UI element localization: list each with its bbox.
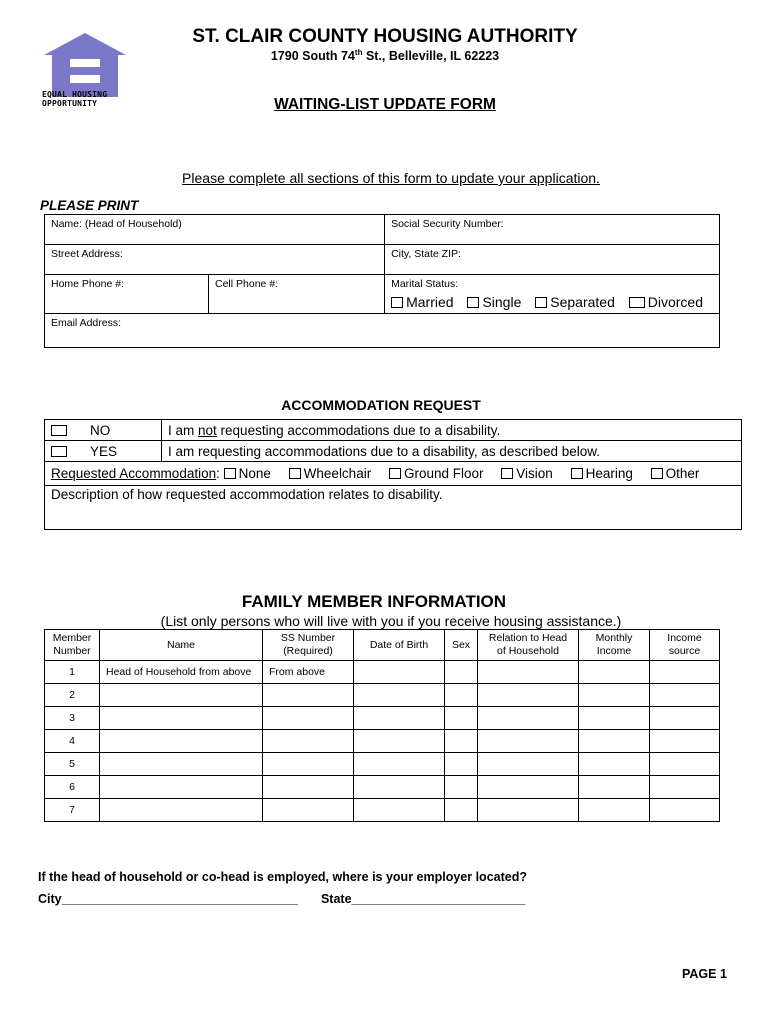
employer-city-field[interactable]: __________________________________	[61, 892, 298, 906]
col-income-source: Income source	[650, 630, 720, 661]
checkbox-icon[interactable]	[51, 425, 67, 436]
member-dob-cell[interactable]	[354, 684, 445, 707]
accommodation-option-none[interactable]: None	[224, 466, 271, 481]
table-row	[45, 799, 720, 822]
member-dob-cell[interactable]	[354, 776, 445, 799]
accommodation-option-ground-floor[interactable]: Ground Floor	[389, 466, 484, 481]
member-ss-cell[interactable]	[263, 799, 354, 822]
member-number: 4	[45, 730, 100, 753]
member-dob-cell[interactable]	[354, 753, 445, 776]
member-dob-cell[interactable]	[354, 730, 445, 753]
accommodation-no-option[interactable]: NO	[45, 420, 162, 441]
member-ss-cell[interactable]	[263, 684, 354, 707]
home-phone-field[interactable]: Home Phone #:	[45, 275, 209, 314]
checkbox-icon[interactable]	[501, 468, 513, 479]
member-relation-cell[interactable]	[478, 707, 579, 730]
member-name-cell[interactable]	[100, 684, 263, 707]
member-sex-cell[interactable]	[445, 707, 478, 730]
member-number: 7	[45, 799, 100, 822]
checkbox-icon[interactable]	[571, 468, 583, 479]
marital-option-single[interactable]: Single	[467, 294, 521, 310]
street-address-field[interactable]: Street Address:	[45, 245, 385, 275]
col-member-number: Member Number	[45, 630, 100, 661]
employer-state-field[interactable]: _________________________	[351, 892, 526, 906]
member-name-cell[interactable]	[100, 707, 263, 730]
member-source-cell[interactable]	[650, 776, 720, 799]
cell-phone-field[interactable]: Cell Phone #:	[209, 275, 385, 314]
table-row	[45, 707, 720, 730]
checkbox-icon[interactable]	[629, 297, 645, 308]
col-ss-number: SS Number (Required)	[263, 630, 354, 661]
accommodation-no-text: I am not requesting accommodations due to a disability.	[162, 420, 742, 441]
name-field[interactable]: Name: (Head of Household)	[45, 215, 385, 245]
member-relation-cell[interactable]	[478, 776, 579, 799]
please-print-label: PLEASE PRINT	[40, 198, 139, 213]
member-ss-cell[interactable]	[263, 707, 354, 730]
checkbox-icon[interactable]	[467, 297, 479, 308]
member-name-cell[interactable]	[100, 799, 263, 822]
member-dob-cell[interactable]	[354, 799, 445, 822]
col-monthly-income: Monthly Income	[579, 630, 650, 661]
form-title: WAITING-LIST UPDATE FORM	[274, 96, 496, 113]
member-ss-cell[interactable]: From above	[263, 661, 354, 684]
member-relation-cell[interactable]	[478, 684, 579, 707]
table-row	[45, 753, 720, 776]
member-ss-cell[interactable]	[263, 776, 354, 799]
table-header-row	[45, 630, 720, 661]
accommodation-heading: ACCOMMODATION REQUEST	[281, 397, 481, 413]
family-subheading: (List only persons who will live with you if you receive housing assistance.)	[160, 613, 622, 629]
member-sex-cell[interactable]	[445, 661, 478, 684]
organization-title: ST. CLAIR COUNTY HOUSING AUTHORITY	[192, 26, 578, 47]
accommodation-yes-option[interactable]: YES	[45, 441, 162, 462]
col-sex: Sex	[445, 630, 478, 661]
checkbox-icon[interactable]	[651, 468, 663, 479]
member-name-cell[interactable]	[100, 753, 263, 776]
checkbox-icon[interactable]	[535, 297, 547, 308]
accommodation-yes-text: I am requesting accommodations due to a disability, as described below.	[162, 441, 742, 462]
member-relation-cell[interactable]	[478, 661, 579, 684]
member-sex-cell[interactable]	[445, 730, 478, 753]
member-sex-cell[interactable]	[445, 753, 478, 776]
col-date-of-birth: Date of Birth	[354, 630, 445, 661]
member-ss-cell[interactable]	[263, 753, 354, 776]
member-income-cell[interactable]	[579, 661, 650, 684]
member-name-cell[interactable]	[100, 776, 263, 799]
member-name-cell[interactable]	[100, 730, 263, 753]
accommodation-option-hearing[interactable]: Hearing	[571, 466, 633, 481]
accommodation-option-vision[interactable]: Vision	[501, 466, 553, 481]
ssn-field[interactable]: Social Security Number:	[385, 215, 720, 245]
accommodation-description-field[interactable]: Description of how requested accommodation relates to disability.	[45, 486, 742, 530]
table-row	[45, 661, 720, 684]
member-number: 5	[45, 753, 100, 776]
member-income-cell[interactable]	[579, 753, 650, 776]
member-relation-cell[interactable]	[478, 730, 579, 753]
member-number: 1	[45, 661, 100, 684]
member-number: 3	[45, 707, 100, 730]
member-number: 6	[45, 776, 100, 799]
requested-accommodation-row: Requested Accommodation: None Wheelchair Ground Floor Vision Hearing Other	[45, 462, 742, 486]
table-row	[45, 684, 720, 707]
member-source-cell[interactable]	[650, 753, 720, 776]
checkbox-icon[interactable]	[391, 297, 403, 308]
email-field[interactable]: Email Address:	[45, 314, 720, 348]
member-relation-cell[interactable]	[478, 753, 579, 776]
member-source-cell[interactable]	[650, 730, 720, 753]
member-source-cell[interactable]	[650, 661, 720, 684]
member-income-cell[interactable]	[579, 776, 650, 799]
family-heading: FAMILY MEMBER INFORMATION	[241, 592, 507, 611]
accommodation-table	[44, 419, 742, 530]
member-sex-cell[interactable]	[445, 684, 478, 707]
checkbox-icon[interactable]	[389, 468, 401, 479]
col-name: Name	[100, 630, 263, 661]
member-source-cell[interactable]	[650, 799, 720, 822]
member-income-cell[interactable]	[579, 799, 650, 822]
member-income-cell[interactable]	[579, 707, 650, 730]
page-number: PAGE 1	[682, 967, 727, 981]
member-income-cell[interactable]	[579, 684, 650, 707]
checkbox-icon[interactable]	[224, 468, 236, 479]
marital-status-field: Marital Status: Married Single Separated Divorced	[385, 275, 720, 314]
member-sex-cell[interactable]	[445, 776, 478, 799]
member-income-cell[interactable]	[579, 730, 650, 753]
col-relation: Relation to Head of Household	[478, 630, 579, 661]
member-ss-cell[interactable]	[263, 730, 354, 753]
table-row	[45, 776, 720, 799]
city-state-zip-field[interactable]: City, State ZIP:	[385, 245, 720, 275]
table-row	[45, 730, 720, 753]
marital-option-separated[interactable]: Separated	[535, 294, 615, 310]
applicant-info-table	[44, 214, 720, 348]
member-source-cell[interactable]	[650, 707, 720, 730]
employer-location-line: City__________________________________ State_________________________	[38, 892, 526, 906]
checkbox-icon[interactable]	[51, 446, 67, 457]
member-relation-cell[interactable]	[478, 799, 579, 822]
checkbox-icon[interactable]	[289, 468, 301, 479]
organization-address: 1790 South 74th St., Belleville, IL 62223	[270, 48, 500, 64]
member-sex-cell[interactable]	[445, 799, 478, 822]
member-dob-cell[interactable]	[354, 661, 445, 684]
family-member-table	[44, 629, 720, 822]
member-source-cell[interactable]	[650, 684, 720, 707]
accommodation-option-other[interactable]: Other	[651, 466, 700, 481]
accommodation-option-wheelchair[interactable]: Wheelchair	[289, 466, 372, 481]
marital-option-divorced[interactable]: Divorced	[629, 294, 703, 310]
logo-text: EQUAL HOUSING OPPORTUNITY	[42, 90, 108, 108]
member-dob-cell[interactable]	[354, 707, 445, 730]
member-number: 2	[45, 684, 100, 707]
marital-option-married[interactable]: Married	[391, 294, 453, 310]
instructions: Please complete all sections of this form to update your application.	[182, 170, 600, 186]
employer-question: If the head of household or co-head is employed, where is your employer located?	[38, 870, 527, 884]
member-name-cell[interactable]: Head of Household from above	[100, 661, 263, 684]
